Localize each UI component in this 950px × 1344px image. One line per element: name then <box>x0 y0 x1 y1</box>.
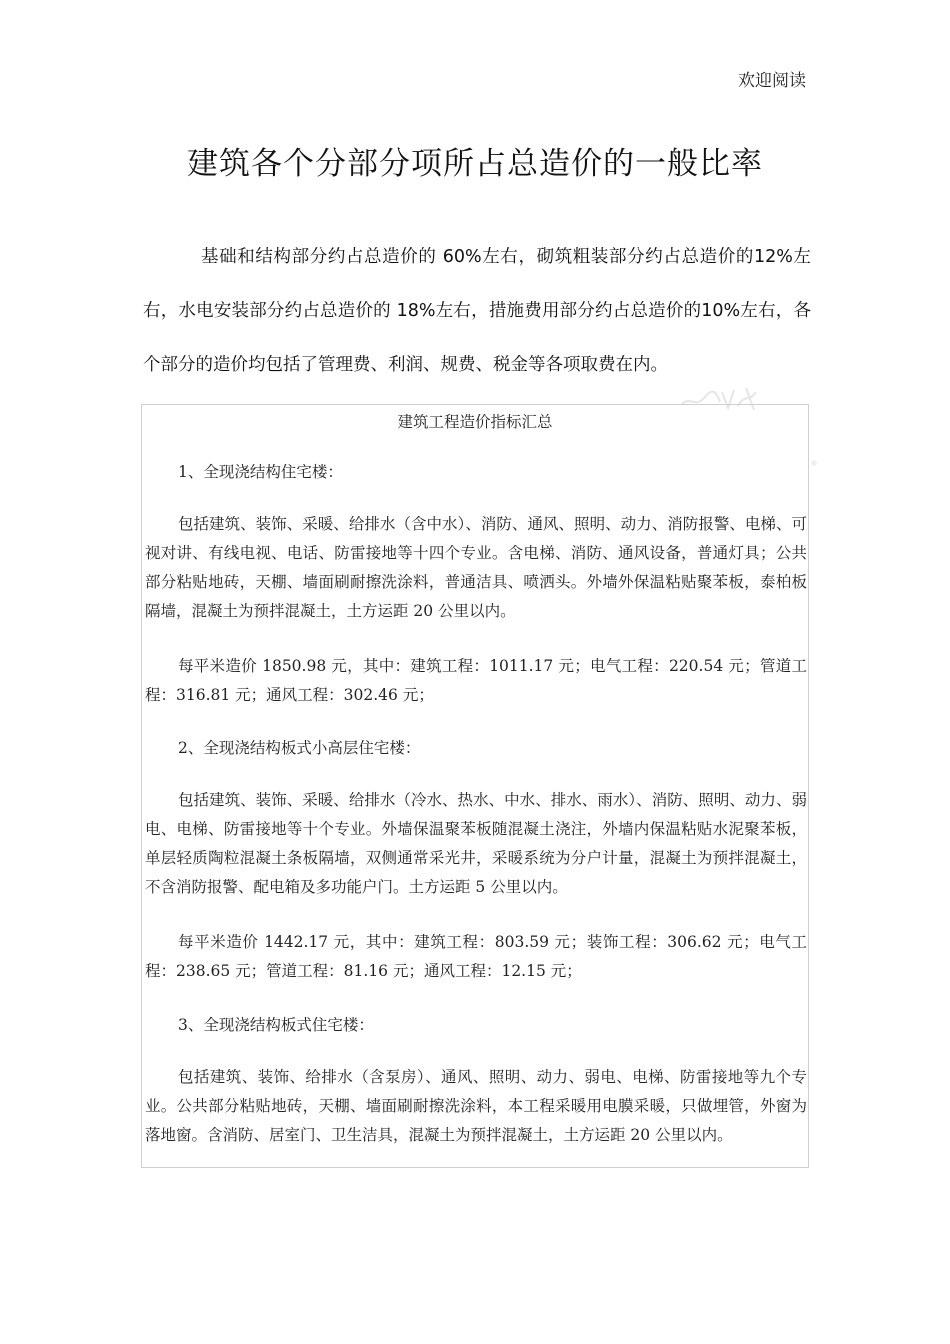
section-2-heading: 2、全现浇结构板式小高层住宅楼： <box>178 739 421 757</box>
section-1-cost: 每平米造价 1850.98 元，其中：建筑工程：1011.17 元；电气工程：220.54 元；管道工程：316.81 元；通风工程：302.46 元； <box>145 657 807 704</box>
section-2-description: 包括建筑、装饰、采暖、给排水（冷水、热水、中水、排水、雨水）、消防、照明、动力、弱电、电梯、防雷接地等十个专业。外墙保温聚苯板随混凝土浇注，外墙内保温粘贴水泥聚苯板，单层轻质陶粒混凝土条板隔墙，双侧通常采光井，采暖系统为分户计量，混凝土为预拌混凝土，不含消防报警、配电箱及多功能户门。土方运距 5 公里以内。 <box>145 791 807 896</box>
section-3-description: 包括建筑、装饰、给排水（含泵房）、通风、照明、动力、弱电、电梯、防雷接地等九个专业。公共部分粘贴地砖，天棚、墙面刷耐擦洗涂料，本工程采暖用电膜采暖，只做埋管，外窗为落地窗。含消防、居室门、卫生洁具，混凝土为预拌混凝土，土方运距 20 公里以内。 <box>145 1068 807 1144</box>
document-title: 建筑各个分部分项所占总造价的一般比率 <box>187 146 763 182</box>
header-note: 欢迎阅读 <box>738 71 806 91</box>
intro-paragraph: 基础和结构部分约占总造价的 60%左右，砌筑粗装部分约占总造价的12%左右，水电安装部分约占总造价的 18%左右，措施费用部分约占总造价的10%左右，各个部分的造价均包括了管理费、利润、规费、税金等各项取费在内。 <box>143 247 811 375</box>
dot-mark <box>811 460 817 466</box>
summary-box-title: 建筑工程造价指标汇总 <box>397 413 553 431</box>
section-3-heading: 3、全现浇结构板式住宅楼： <box>178 1016 374 1034</box>
section-1-description: 包括建筑、装饰、采暖、给排水（含中水）、消防、通风、照明、动力、消防报警、电梯、可视对讲、有线电视、电话、防雷接地等十四个专业。含电梯、消防、通风设备，普通灯具；公共部分粘贴地砖，天棚、墙面刷耐擦洗涂料，普通洁具、喷洒头。外墙外保温粘贴聚苯板，泰柏板隔墙，混凝土为预拌混凝土，土方运距 20 公里以内。 <box>145 515 807 620</box>
section-2-cost: 每平米造价 1442.17 元，其中：建筑工程：803.59 元；装饰工程：306.62 元；电气工程：238.65 元；管道工程：81.16 元；通风工程：12.15 元； <box>145 933 807 980</box>
section-1-heading: 1、全现浇结构住宅楼： <box>178 463 343 481</box>
